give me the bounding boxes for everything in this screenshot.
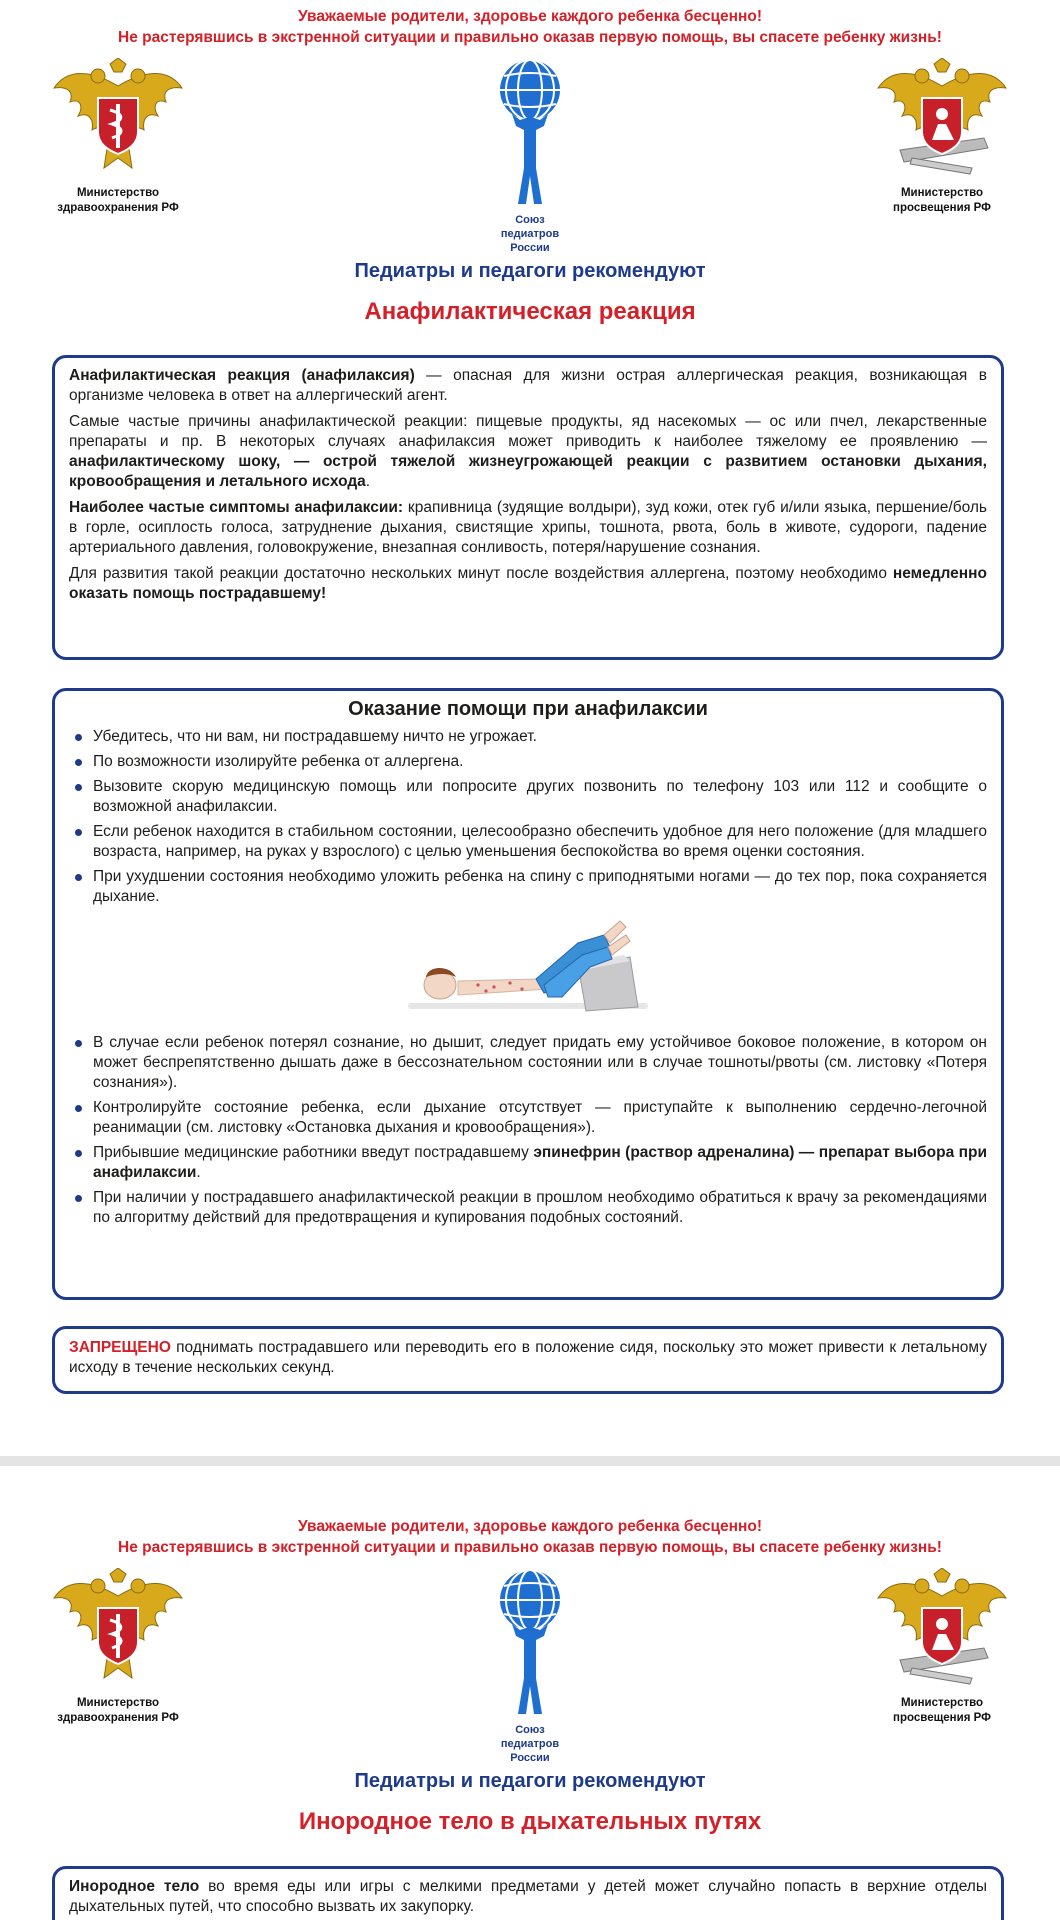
help-list-2 bbox=[69, 1033, 987, 1228]
page-title: Инородное тело в дыхательных путях bbox=[298, 1808, 762, 1835]
ministry-education-caption: Министерство просвещения РФ bbox=[893, 187, 991, 214]
pediatric-union-caption: Союз педиатров России bbox=[500, 214, 560, 254]
list-item: Убедитесь, что ни вам, ни пострадавшему ничто не угрожает. bbox=[93, 727, 987, 747]
help-list-1 bbox=[69, 727, 987, 907]
header-message bbox=[0, 6, 1060, 48]
pediatric-union-globe-icon bbox=[490, 1568, 570, 1718]
pediatric-union-logo bbox=[455, 58, 605, 255]
poster-foreign-body bbox=[0, 1466, 1060, 1920]
help-box bbox=[52, 688, 1004, 1300]
recommend-heading: Педиатры и педагоги рекомендуют bbox=[354, 1770, 706, 1792]
double-headed-eagle-health-icon bbox=[48, 58, 188, 178]
list-item: При ухудшении состояния необходимо уложить ребенка на спину с приподнятыми ногами — до тех пор, пока сохраняется дыхание. bbox=[93, 868, 987, 905]
info-paragraph-1: Инородное тело во время еды или игры с мелкими предметами у детей может случайно попасть в верхние отделы дыхательных путей, что способно вызвать их закупорку. bbox=[69, 1878, 987, 1915]
list-item: По возможности изолируйте ребенка от аллергена. bbox=[93, 752, 987, 772]
ministry-education-caption: Министерство просвещения РФ bbox=[893, 1697, 991, 1724]
recommend-heading: Педиатры и педагоги рекомендуют bbox=[354, 260, 706, 282]
ministry-health-caption: Министерство здравоохранения РФ bbox=[57, 187, 179, 214]
ministry-health-caption: Министерство здравоохранения РФ bbox=[57, 1697, 179, 1724]
header-line-2: Не растерявшись в экстренной ситуации и правильно оказав первую помощь, вы спасете ребенку жизнь! bbox=[118, 29, 942, 46]
info-paragraph-1: Анафилактическая реакция (анафилаксия) — опасная для жизни острая аллергическая реакция, возникающая в организме человека в ответ на аллергический агент. bbox=[69, 367, 987, 404]
info-paragraph-4: Для развития такой реакции достаточно нескольких минут после воздействия аллергена, поэтому необходимо немедленно оказать помощь пострадавшему! bbox=[69, 565, 987, 602]
ministry-health-logo bbox=[43, 1568, 193, 1726]
child-lying-legs-raised-illustration bbox=[398, 913, 658, 1023]
ministry-health-logo bbox=[43, 58, 193, 216]
forbidden-label: ЗАПРЕЩЕНО bbox=[69, 1339, 171, 1356]
pediatric-union-globe-icon bbox=[490, 58, 570, 208]
info-paragraph-3: Наиболее частые симптомы анафилаксии: крапивница (зудящие волдыри), зуд кожи, отек губ и/или языка, першение/боль в горле, осиплость голоса, затруднение дыхания, свистящие хрипы, тошнота, рвота, боль в животе, судороги, падение артериального давления, головокружение, внезапная сонливость, потеря/нарушение сознания. bbox=[69, 499, 987, 556]
pediatric-union-logo bbox=[455, 1568, 605, 1765]
header-line-1: Уважаемые родители, здоровье каждого ребенка бесценно! bbox=[297, 8, 762, 25]
ministry-education-logo bbox=[867, 58, 1017, 216]
list-item: Контролируйте состояние ребенка, если дыхание отсутствует — приступайте к выполнению сердечно-легочной реанимации (см. листовку «Остановка дыхания и кровообращения»). bbox=[93, 1099, 987, 1136]
info-box bbox=[52, 1866, 1004, 1920]
list-item: Прибывшие медицинские работники введут пострадавшему эпинефрин (раствор адреналина) — препарат выбора при анафилаксии. bbox=[93, 1144, 987, 1181]
double-headed-eagle-education-icon bbox=[872, 58, 1012, 178]
info-paragraph-2: Самые частые причины анафилактической реакции: пищевые продукты, яд насекомых — ос или пчел, лекарственные препараты и пр. В некоторых случаях анафилаксия может приводить к наиболее тяжелому ее проявлению — анафилактическому шоку, — острой тяжелой жизнеугрожающей реакции с развитием остановки дыхания, кровообращения и летального исхода. bbox=[69, 413, 987, 490]
list-item: В случае если ребенок потерял сознание, но дышит, следует придать ему устойчивое боковое положение, в котором он может беспрепятственно дышать даже в бессознательном состоянии или в случае тошноты/рвоты (см. листовку «Потеря сознания»). bbox=[93, 1034, 987, 1091]
page-separator bbox=[0, 1456, 1060, 1466]
list-item: При наличии у пострадавшего анафилактической реакции в прошлом необходимо обратиться к врачу за рекомендациями по алгоритму действий для предотвращения и купирования подобных состояний. bbox=[93, 1189, 987, 1226]
info-box bbox=[52, 355, 1004, 660]
page-title: Анафилактическая реакция bbox=[364, 298, 696, 325]
header-line-1: Уважаемые родители, здоровье каждого ребенка бесценно! bbox=[297, 1518, 762, 1535]
header-message bbox=[0, 1516, 1060, 1558]
double-headed-eagle-education-icon bbox=[872, 1568, 1012, 1688]
forbidden-box bbox=[52, 1326, 1004, 1394]
pediatric-union-caption: Союз педиатров России bbox=[500, 1724, 560, 1764]
help-heading: Оказание помощи при анафилаксии bbox=[348, 698, 708, 720]
list-item: Вызовите скорую медицинскую помощь или попросите других позвонить по телефону 103 или 112 и сообщите о возможной анафилаксии. bbox=[93, 778, 987, 815]
header-line-2: Не растерявшись в экстренной ситуации и правильно оказав первую помощь, вы спасете ребенку жизнь! bbox=[118, 1539, 942, 1556]
double-headed-eagle-health-icon bbox=[48, 1568, 188, 1688]
forbidden-text: ЗАПРЕЩЕНО поднимать пострадавшего или переводить его в положение сидя, поскольку это может привести к летальному исходу в течение нескольких секунд. bbox=[69, 1339, 987, 1376]
list-item: Если ребенок находится в стабильном состоянии, целесообразно обеспечить удобное для него положение (для младшего возраста, например, на руках у взрослого) с целью уменьшения беспокойства во время оценки состояния. bbox=[93, 823, 987, 860]
ministry-education-logo bbox=[867, 1568, 1017, 1726]
